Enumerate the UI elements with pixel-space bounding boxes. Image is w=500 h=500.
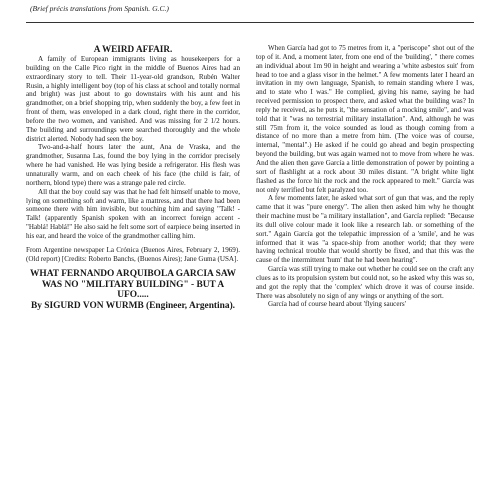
second-article-title: WHAT FERNANDO ARQUIBOLA GARCIA SAW WAS NO "MILITARY BUILDING" - BUT A UFO..... [30,269,236,301]
left-column [26,44,240,311]
article-paragraph: When García had got to 75 metres from it, a "periscope" shot out of the top of it. And, a moment later, from one end of the 'building', " there comes an individual about 1m 90 in height and wearing a 'white asbestos suit' from head to toe and a glass visor in the helmet." A few moments later I heard an invitation in my own language, Spanish, to remain standing where I was, and to state who I was." He complied, giving his name, saying he had received permission to prospect there, and asked what the building was? In reply he received, as he puts it, "the sensation of a mocking smile", and was told that it "was no terrestrial military installation". And, although he was still 75m from it, the voice sounded as loud as though coming from a distance of no more than a metre from him. (The voice was of course, internal, "mental".) He asked if he could go ahead and begin prospecting beyond the building, but was again warned not to move from where he was. And the alien then gave García a little demonstration of power by pointing a sort of flashlight at a rock about 30 miles distant. "A bright white light flashed as the force hit the rock and the rock appeared to melt." García was not only terrified but felt paralyzed too. [256,44,474,194]
translation-note: (Brief précis translations from Spanish. G.C.) [30,4,169,13]
header-rule [26,22,474,23]
byline: By SIGURD VON WURMB (Engineer, Argentina). [30,300,236,311]
article-paragraph: García had of course heard about 'flying saucers' [268,300,406,309]
article-paragraph: García was still trying to make out whether he could see on the craft any clues as to its propulsion system but could not, so he asked why this was so, and got the reply that the 'complex' which drove it was of course inside. There was absolutely no sign of any wings or anything of the sort. [256,265,474,300]
source-citation: From Argentine newspaper La Crónica (Buenos Aires, February 2, 1969). (Old report) [Credits: Roberto Banchs, (Buenos Aires); Jane Guma (USA]. [26,245,240,263]
article-paragraph: A few moments later, he asked what sort of gun that was, and the reply came that it was "pure energy". The alien then asked him why he thought their machine must be "a military installation", and García replied: "Because its dull olive colour made it look like a research lab. or something of the sort." Again García got the telepathic impression of a 'smile', and he was informed that it was "a space-ship from another world; that they were having technical trouble that would shortly be fixed, and that this was the cause of the intermittent 'hum' that he had been hearing". [256,194,474,265]
article-paragraph: All that the boy could say was that he had felt himself unable to move, lying on something soft and warm, like a mattress, and that there had been someone there with him invisible, but touching him and saying "Talk! - Talk! (apparently Spanish spoken with an incorrect foreign accent - "Hablá! Hablá!" He also said he felt some sort of earpiece being inserted in his ear, and heard the voice of the grandmother calling him. [26,187,240,240]
article-headline: A WEIRD AFFAIR. [93,44,173,54]
article-paragraph: A family of European immigrants living as housekeepers for a building on the Calle Pico right in the middle of Buenos Aires had an extraordinary story to tell. Their 11-year-old grandson, Rubén Walter Rusin, a highly intelligent boy (top of his class at school and totally normal and bright) was just about to go downstairs with his aunt and his grandmother, on a brief shopping trip, when suddenly the boy, a few feet in front of them, was enveloped in a dark cloud, right there in the corridor, before the two women, and vanished. And was missing for 2 1/2 hours. The building and surroundings were searched thoroughly and the whole district alerted. Nobody had seen the boy. [26,55,240,143]
article-paragraph: Two-and-a-half hours later the aunt, Ana de Vraska, and the grandmother, Susanna Las, found the boy lying in the corridor precisely where he had vanished. He was lying beside a refrigerator. His flesh was unnaturally warm, and on each cheek of his face (the child is fair, of northern, blond type) there was a strange pale red circle. [26,143,240,187]
right-column [256,44,474,309]
